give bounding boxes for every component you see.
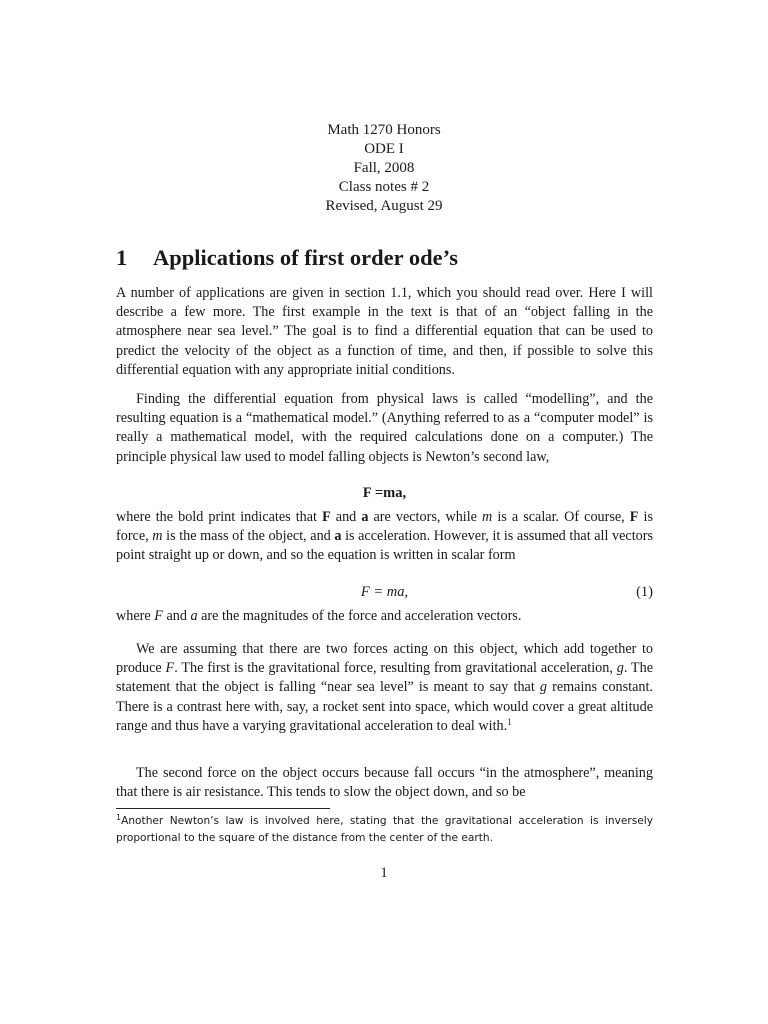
italic-F: F — [154, 608, 163, 624]
page-number: 1 — [380, 865, 388, 881]
bold-a: a — [334, 528, 342, 545]
text-span: where the bold print indicates that — [116, 509, 323, 525]
footnote-divider — [116, 808, 330, 809]
italic-m: m — [482, 509, 493, 525]
italic-m: m — [152, 528, 163, 545]
footnote — [116, 810, 653, 846]
paragraph-magnitudes — [116, 607, 653, 626]
text-span: remains constant. There is a contrast here with, say, a rocket sent into space, which would cover a great altitude range and thus have a varying gravitational acceleration to deal with. — [116, 679, 653, 734]
text-span: is the mass of the object, and — [162, 528, 335, 545]
paragraph-modelling: Finding the differential equation from physical laws is called “modelling”, and the resulting equation is a “mathematical model.” (Anything referred to as a “computer model” is really a mathematical model, with the required calculations done on a computer.) The principle physical law used to model falling objects is Newton’s second law, — [116, 391, 653, 465]
text-span: . The first is the gravitational force, resulting from gravitational acceleration, — [174, 660, 617, 677]
text-span: We are assuming that there are two forces acting on this object, which add together to produce — [116, 641, 653, 677]
equation-1 — [116, 582, 653, 602]
italic-g: g — [616, 660, 624, 677]
term: Fall, 2008 — [353, 160, 415, 176]
footnote-text: Another Newton’s law is involved here, stating that the gravitational acceleration is inversely proportional to the square of the distance from the center of the earth. — [116, 815, 653, 844]
section-number: 1 — [116, 245, 128, 270]
revision-date: Revised, August 29 — [325, 198, 443, 214]
paragraph-air-resistance: The second force on the object occurs because fall occurs “in the atmosphere”, meaning that there is air resistance. This tends to slow the object down, and so be — [116, 765, 653, 801]
text-span: and — [162, 608, 191, 624]
section-title: Applications of first order ode’s — [153, 245, 458, 270]
text-span: is a scalar. Of course, — [492, 509, 630, 525]
italic-g: g — [539, 679, 547, 696]
equation-newton-vector — [116, 483, 653, 503]
paragraph-intro: A number of applications are given in section 1.1, which you should read over. Here I will describe a few more. The first example in the text is that of an “object falling in the atmosphere near sea level.” The goal is to find a differential equation that can be used to predict the velocity of the object as a function of time, and then, if possible to solve this differential equation with any appropriate initial conditions. — [116, 285, 653, 378]
text-span: are the magnitudes of the force and acceleration vectors. — [197, 608, 522, 624]
italic-F: F — [165, 660, 175, 677]
italic-a: a — [190, 608, 198, 624]
text-span: where — [116, 608, 155, 624]
text-span: are vectors, while — [368, 509, 483, 525]
course-name: Math 1270 Honors — [327, 122, 441, 138]
text-span: is force, — [116, 509, 653, 545]
footnote-mark: 1 — [116, 813, 122, 822]
section-heading — [116, 244, 458, 272]
text-span: is acceleration. However, it is assumed that all vectors point straight up or down, and so the equation is written in scalar form — [116, 528, 654, 564]
bold-a: a — [361, 509, 369, 525]
equation-1-number: (1) — [636, 584, 653, 600]
bold-F: F — [629, 509, 639, 525]
paragraph-vectors — [116, 508, 653, 566]
equation-newton-vector-text: F =ma, — [362, 485, 407, 501]
text-span: . The statement that the object is falling “near sea level” is meant to say that — [116, 660, 653, 696]
text-span: and — [330, 509, 362, 525]
notes-number: Class notes # 2 — [338, 179, 430, 195]
paragraph-forces — [116, 640, 653, 736]
bold-F: F — [322, 509, 331, 525]
equation-1-expression: F = ma, — [360, 584, 409, 600]
subject-name: ODE I — [364, 141, 404, 157]
footnote-reference[interactable]: 1 — [507, 716, 512, 727]
title-block — [0, 121, 768, 216]
